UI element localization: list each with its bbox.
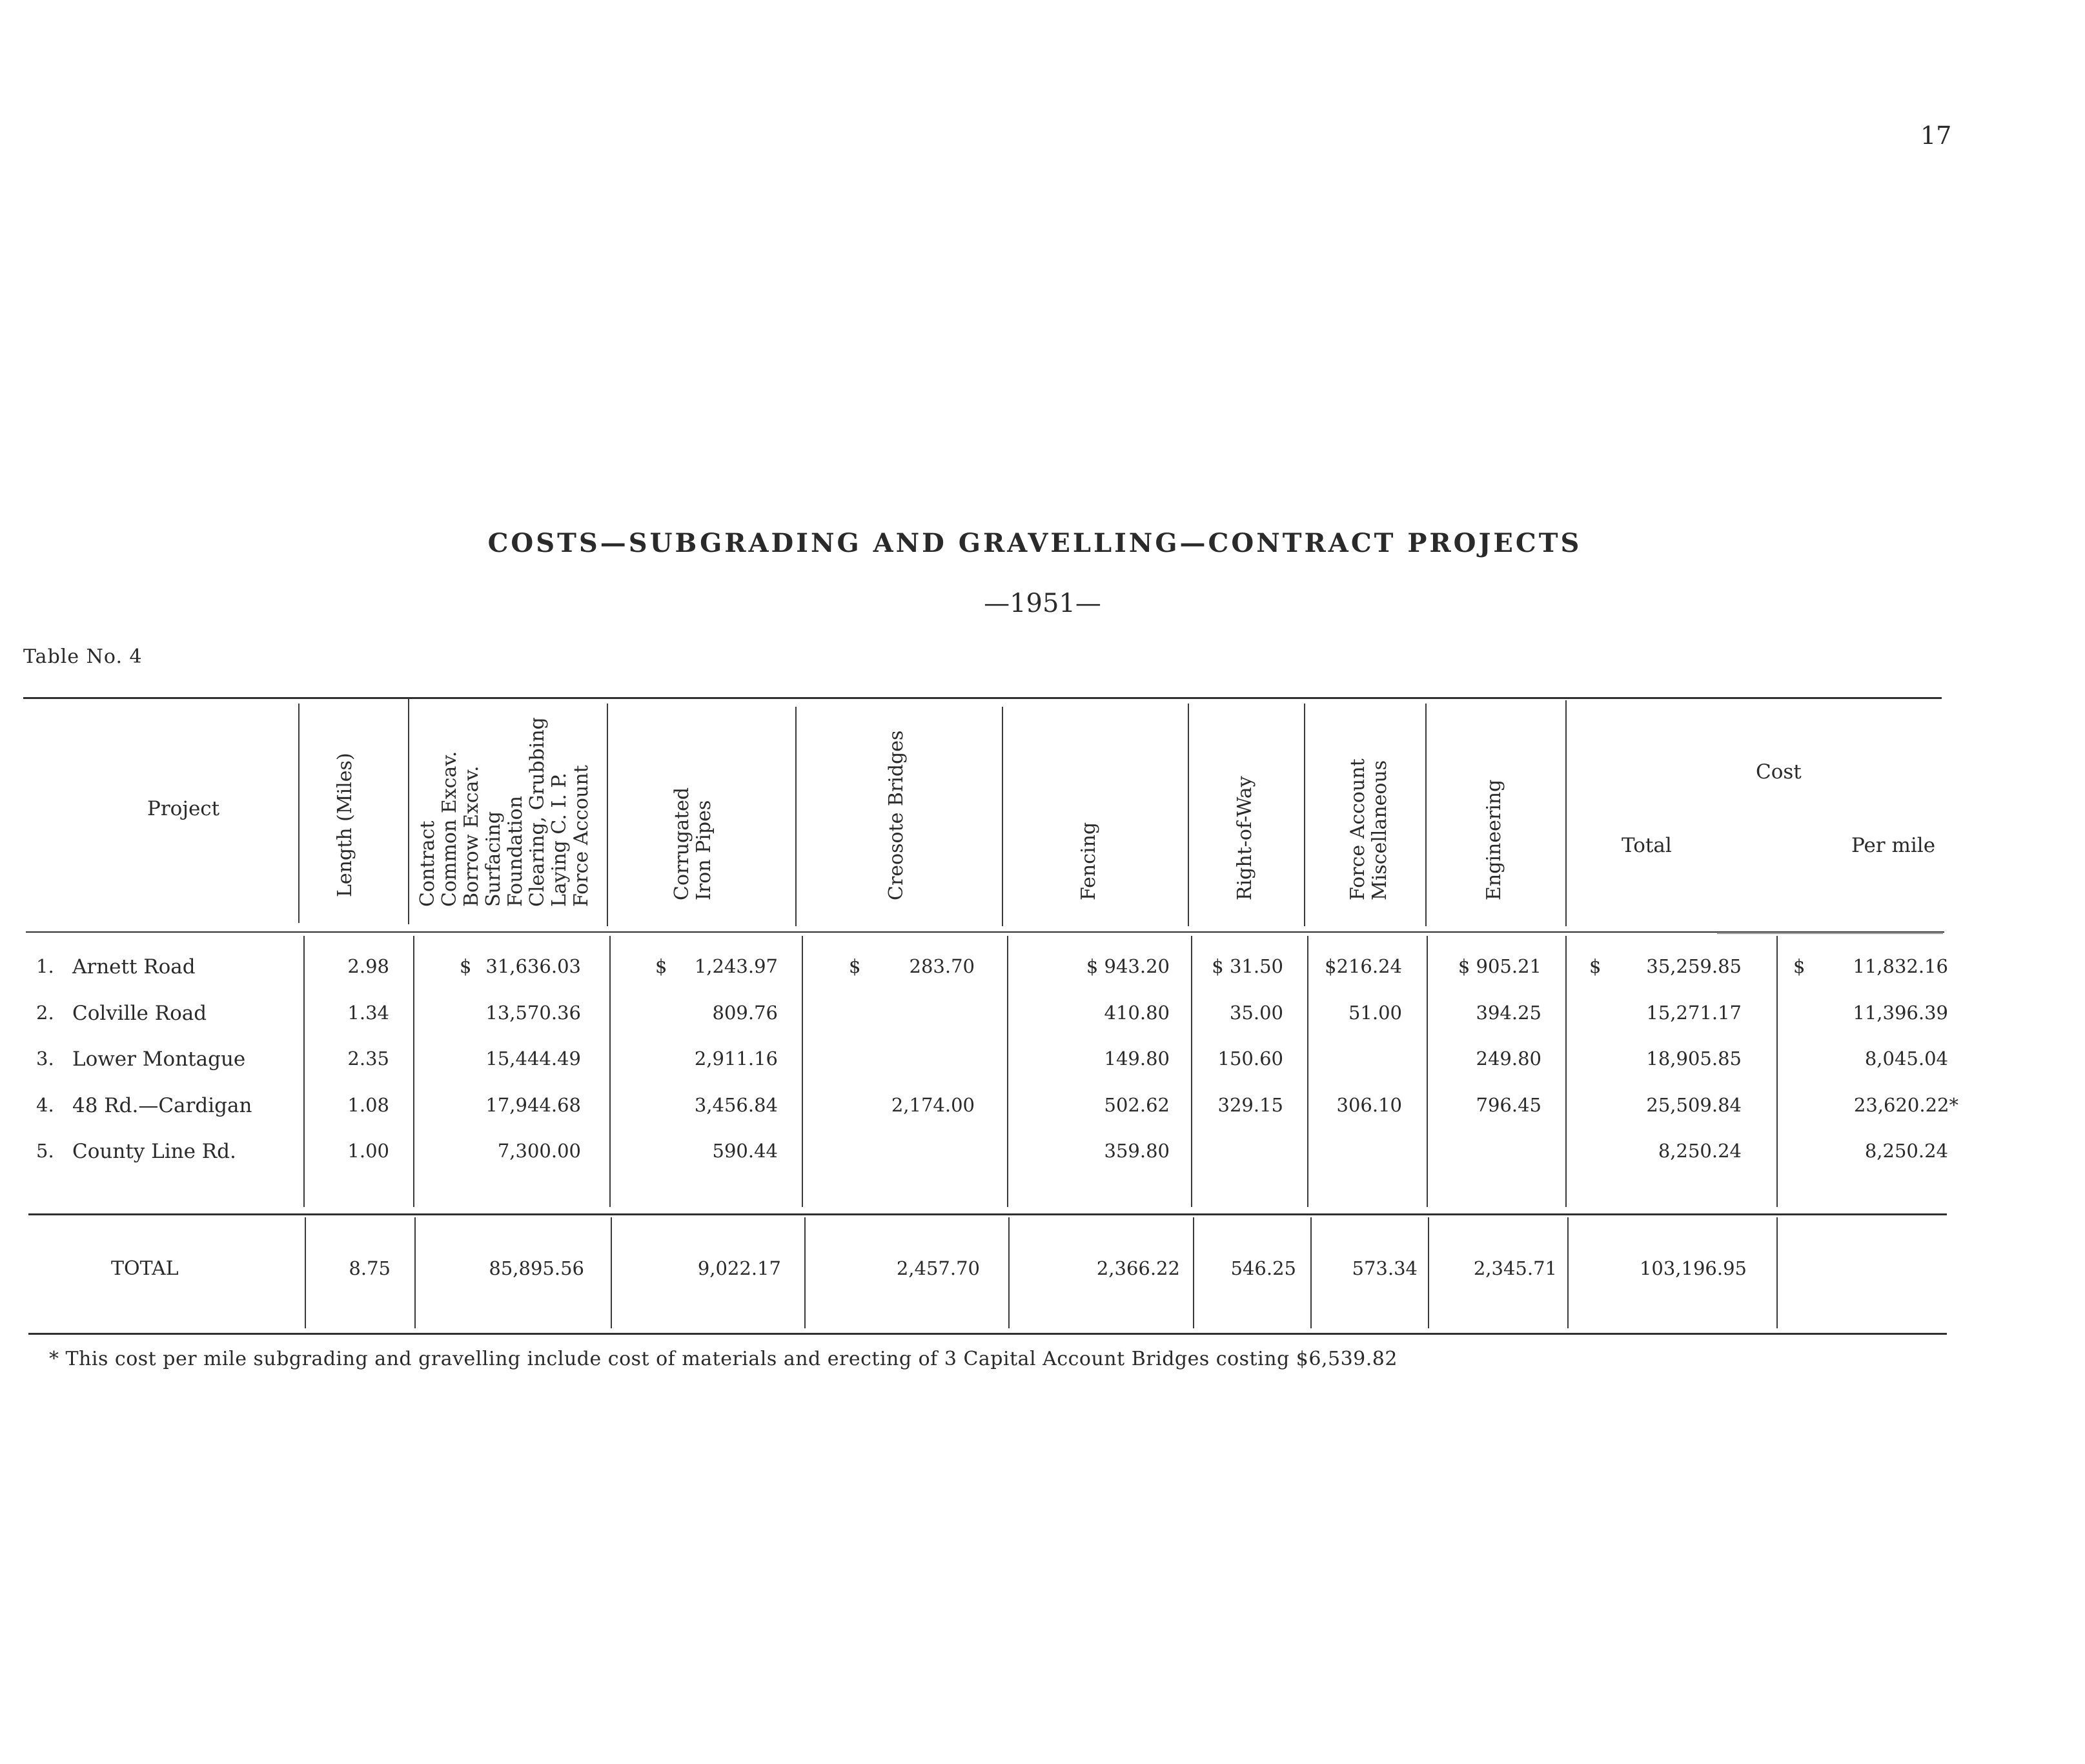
fencing-value: 502.62 [1104, 1094, 1170, 1116]
force-account-value: 306.10 [1336, 1094, 1402, 1116]
totals-bridges: 2,457.70 [896, 1257, 980, 1279]
row-number: 4. [36, 1094, 54, 1116]
col-rule [1565, 936, 1567, 1207]
total-value: 18,905.85 [1646, 1048, 1742, 1070]
right-of-way-value: 150.60 [1217, 1048, 1283, 1070]
engineering-value: 394.25 [1476, 1002, 1541, 1024]
fencing-value: 359.80 [1104, 1140, 1170, 1162]
length-value: 2.98 [347, 955, 389, 977]
header-cost: Cost [1756, 760, 1802, 784]
fencing-value: $ 943.20 [1086, 955, 1170, 977]
header-engineering: Engineering [1483, 779, 1505, 900]
col-rule [1567, 1217, 1569, 1328]
bridges-value: 283.70 [909, 955, 975, 977]
total-value: 8,250.24 [1658, 1140, 1742, 1162]
table-year: —1951— [984, 589, 1101, 618]
page-number: 17 [1920, 121, 1952, 150]
dollar-sign: $ [1793, 955, 1805, 977]
col-rule [1427, 936, 1428, 1207]
dollar-sign: $ [849, 955, 861, 977]
col-rule [1425, 704, 1427, 926]
col-rule [607, 704, 608, 926]
contract-value: 31,636.03 [485, 955, 581, 977]
col-rule [1565, 700, 1567, 926]
header-pipes: Corrugated Iron Pipes [671, 787, 715, 900]
col-rule [1307, 936, 1308, 1207]
total-value: 25,509.84 [1646, 1094, 1742, 1116]
contract-value: 17,944.68 [485, 1094, 581, 1116]
col-rule [1776, 936, 1778, 1207]
col-rule [1310, 1217, 1312, 1328]
col-rule [1193, 1217, 1194, 1328]
col-rule [413, 936, 414, 1207]
totals-right-of-way: 546.25 [1230, 1257, 1296, 1279]
rule-subcost [1717, 933, 1943, 934]
per-mile-value: 11,832.16 [1853, 955, 1948, 977]
col-rule [1188, 704, 1189, 926]
fencing-value: 149.80 [1104, 1048, 1170, 1070]
total-value: 15,271.17 [1646, 1002, 1742, 1024]
length-value: 2.35 [347, 1048, 389, 1070]
project-name: Colville Road [72, 1002, 207, 1025]
col-rule [1007, 936, 1008, 1207]
rule-header-bottom [26, 931, 1944, 933]
col-rule [1304, 704, 1305, 926]
header-project: Project [147, 797, 220, 820]
row-number: 1. [36, 955, 54, 977]
right-of-way-value: 35.00 [1229, 1002, 1283, 1024]
header-force-account: Force Account Miscellaneous [1347, 758, 1391, 900]
col-rule [1428, 1217, 1429, 1328]
col-rule [1776, 1217, 1778, 1328]
per-mile-value: 11,396.39 [1853, 1002, 1948, 1024]
total-value: 35,259.85 [1646, 955, 1742, 977]
col-rule [1191, 936, 1192, 1207]
rule-top [23, 697, 1942, 699]
header-fencing: Fencing [1077, 822, 1100, 900]
header-contract: Contract Common Excav. Borrow Excav. Surfacing Foundation Clearing, Grubbing Laying C. I. P. Force Account [416, 717, 593, 907]
col-rule [1002, 707, 1003, 926]
pipes-value: 809.76 [712, 1002, 778, 1024]
totals-length: 8.75 [349, 1257, 391, 1279]
col-rule [303, 936, 305, 1207]
right-of-way-value: $ 31.50 [1212, 955, 1283, 977]
right-of-way-value: 329.15 [1217, 1094, 1283, 1116]
header-length: Length (Miles) [334, 753, 356, 897]
engineering-value: $ 905.21 [1458, 955, 1541, 977]
header-per-mile: Per mile [1851, 834, 1936, 857]
pipes-value: 2,911.16 [694, 1048, 778, 1070]
col-rule [305, 1217, 306, 1328]
col-rule [414, 1217, 416, 1328]
contract-value: 13,570.36 [485, 1002, 581, 1024]
row-number: 3. [36, 1048, 54, 1070]
totals-fencing: 2,366.22 [1096, 1257, 1180, 1279]
table-year-wrap [0, 589, 2085, 618]
dollar-sign: $ [1589, 955, 1602, 977]
per-mile-value: 8,250.24 [1864, 1140, 1948, 1162]
engineering-value: 249.80 [1476, 1048, 1541, 1070]
table-number: Table No. 4 [23, 645, 143, 668]
dollar-sign: $ [460, 955, 472, 977]
col-rule [795, 707, 797, 926]
totals-total: 103,196.95 [1639, 1257, 1747, 1279]
dollar-sign: $ [655, 955, 667, 977]
totals-contract: 85,895.56 [489, 1257, 584, 1279]
table-title-wrap [0, 528, 2085, 558]
totals-label: TOTAL [111, 1257, 179, 1280]
force-account-value: 51.00 [1348, 1002, 1402, 1024]
totals-pipes: 9,022.17 [697, 1257, 781, 1279]
length-value: 1.08 [347, 1094, 389, 1116]
per-mile-value: 23,620.22* [1853, 1094, 1958, 1116]
project-name: 48 Rd.—Cardigan [72, 1094, 252, 1117]
force-account-value: $216.24 [1325, 955, 1402, 977]
row-number: 2. [36, 1002, 54, 1024]
col-rule [1008, 1217, 1010, 1328]
project-name: Arnett Road [72, 955, 196, 978]
fencing-value: 410.80 [1104, 1002, 1170, 1024]
col-rule [298, 704, 300, 923]
totals-force-account: 573.34 [1352, 1257, 1418, 1279]
col-rule [611, 1217, 612, 1328]
pipes-value: 590.44 [712, 1140, 778, 1162]
contract-value: 7,300.00 [497, 1140, 581, 1162]
col-rule [609, 936, 611, 1207]
rule-total-top [28, 1213, 1947, 1215]
per-mile-value: 8,045.04 [1864, 1048, 1948, 1070]
rule-bottom [28, 1333, 1947, 1335]
footnote: * This cost per mile subgrading and gravelling include cost of materials and erecting of 3 Capital Account Bridges costing $6,539.82 [49, 1348, 1398, 1370]
header-right-of-way: Right-of-Way [1234, 776, 1256, 900]
row-number: 5. [36, 1140, 54, 1162]
project-name: Lower Montague [72, 1048, 246, 1071]
contract-value: 15,444.49 [485, 1048, 581, 1070]
project-name: County Line Rd. [72, 1140, 236, 1163]
col-rule [408, 698, 409, 924]
col-rule [802, 936, 803, 1207]
length-value: 1.00 [347, 1140, 389, 1162]
header-bridges: Creosote Bridges [885, 730, 908, 900]
col-rule [804, 1217, 806, 1328]
table-title: COSTS—SUBGRADING AND GRAVELLING—CONTRACT PROJECTS [487, 528, 1582, 558]
pipes-value: 3,456.84 [694, 1094, 778, 1116]
totals-engineering: 2,345.71 [1473, 1257, 1557, 1279]
bridges-value: 2,174.00 [891, 1094, 975, 1116]
engineering-value: 796.45 [1476, 1094, 1541, 1116]
pipes-value: 1,243.97 [694, 955, 778, 977]
length-value: 1.34 [347, 1002, 389, 1024]
header-total: Total [1622, 834, 1672, 857]
